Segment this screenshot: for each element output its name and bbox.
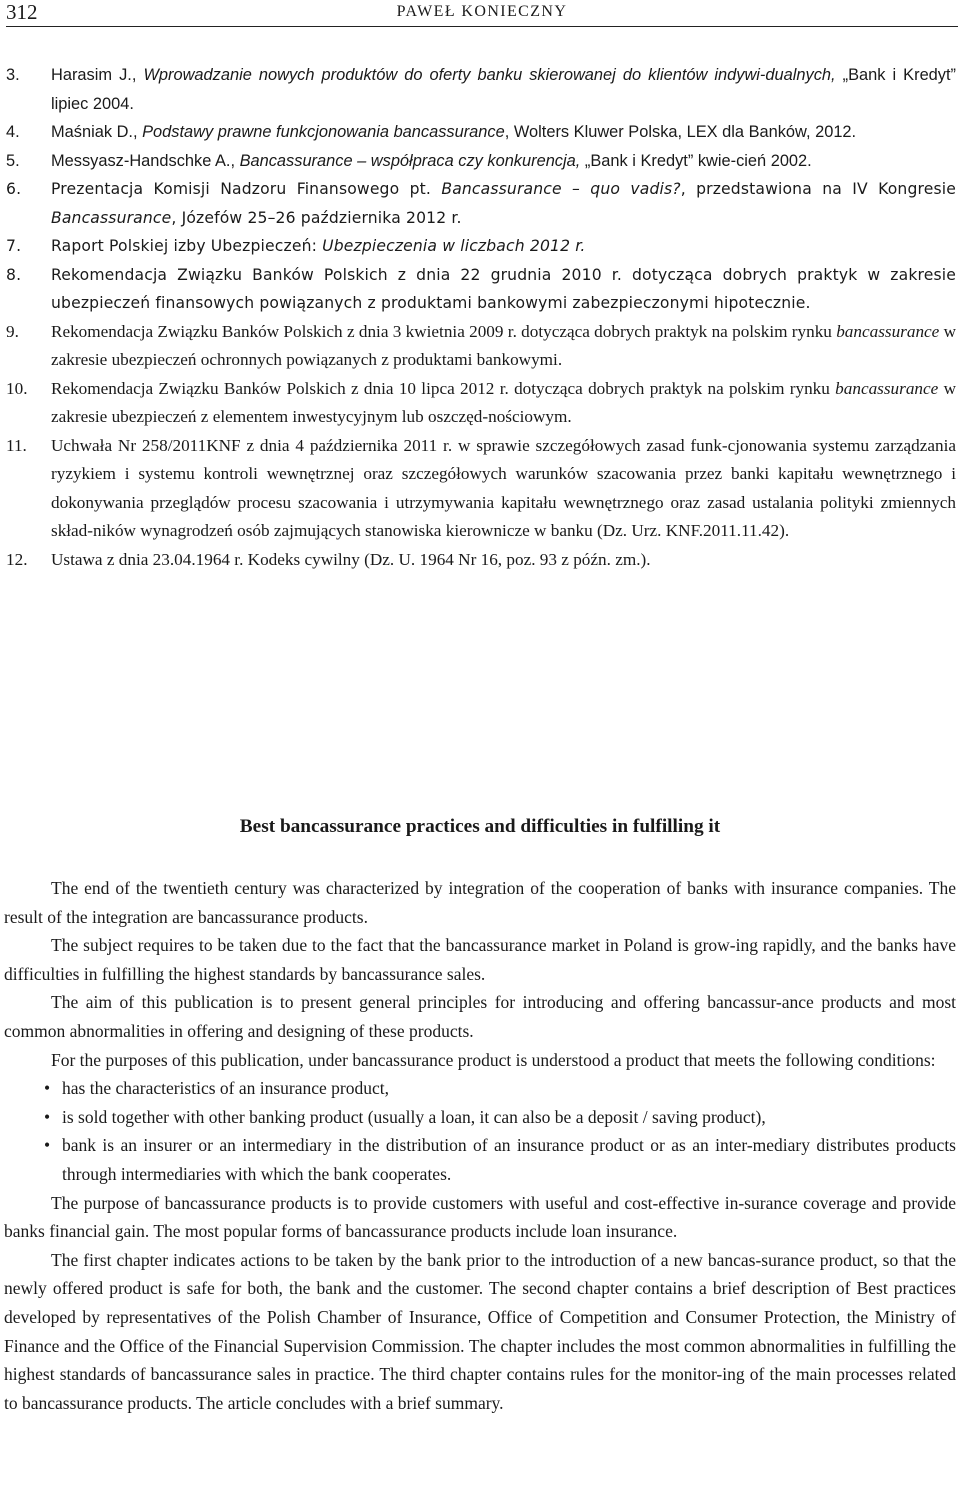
- summary-paragraph: The aim of this publication is to present general principles for introducing and offering bancassur-ance products and most common abnormalities in offering and designing of these products.: [4, 992, 956, 1041]
- list-item: [44, 1131, 956, 1188]
- list-item-text: is sold together with other banking product (usually a loan, it can also be a deposit / saving product),: [62, 1106, 766, 1127]
- reference-number: 3.: [6, 66, 20, 84]
- reference-number: 5.: [6, 151, 20, 170]
- reference-list: [6, 61, 956, 574]
- reference-item: [6, 118, 956, 147]
- reference-text: „Bank i Kredyt” lipiec 2004.: [51, 66, 957, 113]
- summary-body: [4, 874, 956, 1417]
- reference-title-italic: Podstawy prawne funkcjonowania bancassurance: [142, 123, 505, 141]
- reference-number: 10.: [6, 378, 28, 398]
- reference-item: [6, 318, 956, 375]
- reference-text: Maśniak D.,: [51, 123, 143, 141]
- running-head-author: PAWEŁ KONIECZNY: [396, 3, 568, 20]
- bullet-icon: •: [44, 1078, 51, 1099]
- reference-text: „Bank i Kredyt” kwie-cień 2002.: [580, 151, 812, 170]
- page-number: 312: [6, 0, 38, 24]
- summary-paragraphs-intro: [4, 874, 956, 1074]
- summary-paragraph: The purpose of bancassurance products is to provide customers with useful and cost-effective in-surance coverage and provide banks financial gain. The most popular forms of bancassurance products include loan insurance.: [4, 1192, 956, 1242]
- reference-title-italic: Bancassurance – współpraca czy konkurencja,: [239, 151, 581, 170]
- reference-number: 6.: [6, 180, 22, 198]
- reference-text: , Wolters Kluwer Polska, LEX dla Banków, 2012.: [504, 123, 857, 141]
- reference-title-italic: Bancassurance – quo vadis?: [441, 180, 681, 198]
- reference-text: Uchwała Nr 258/2011KNF z dnia 4 października 2011 r. w sprawie szczegółowych zasad funk-cjonowania systemu zarządzania ryzykiem i systemu kontroli wewnętrznej oraz szczegółowych warunków szacowania przez banki kapitału wewnętrznego i dokonywania przeglądów procesu szacowania i utrzymywania kapitału wewnętrznego oraz zasad ustalania polityki zmiennych skład-ników wynagrodzeń osób zajmujących stanowiska kierownicze w banku (Dz. Urz. KNF.2011.11.42).: [51, 435, 956, 540]
- reference-text: Rekomendacja Związku Banków Polskich z dnia 3 kwietnia 2009 r. dotycząca dobrych praktyk na polskim rynku: [51, 321, 837, 341]
- reference-title-italic: Ubezpieczenia w liczbach 2012 r.: [322, 237, 586, 255]
- reference-text: Messyasz-Handschke A.,: [51, 151, 240, 170]
- reference-title-italic: bancassurance: [835, 378, 939, 398]
- reference-number: 12.: [6, 549, 28, 569]
- reference-text: Rekomendacja Związku Banków Polskich z dnia 22 grudnia 2010 r. dotycząca dobrych praktyk w zakresie ubezpieczeń finansowych powiązanych z produktami bankowymi zabezpieczonymi hipotecznie.: [51, 265, 956, 312]
- reference-text: , Józefów 25–26 października 2012 r.: [171, 208, 462, 227]
- reference-text: Harasim J.,: [51, 66, 144, 84]
- reference-text: w zakresie ubezpieczeń z elementem inwestycyjnym lub oszczęd-nościowym.: [51, 378, 956, 426]
- reference-text: , przedstawiona na IV Kongresie: [680, 180, 956, 198]
- reference-title-italic: Wprowadzanie nowych produktów do oferty banku skierowanej do klientów indywi-dualnych,: [143, 66, 836, 84]
- reference-text: Raport Polskiej izby Ubezpieczeń:: [51, 237, 323, 255]
- summary-paragraphs-closing: [4, 1189, 956, 1418]
- reference-text: Prezentacja Komisji Nadzoru Finansowego pt.: [51, 180, 442, 198]
- summary-paragraph: The end of the twentieth century was characterized by integration of the cooperation of banks with insurance companies. The result of the integration are bancassurance products.: [4, 878, 956, 927]
- reference-number: 9.: [6, 321, 19, 341]
- reference-item: [6, 232, 956, 261]
- list-item-text: bank is an insurer or an intermediary in the distribution of an insurance product or as an inter-mediary distributes products through intermediaries with which the bank cooperates.: [62, 1135, 956, 1184]
- list-item-text: has the characteristics of an insurance product,: [62, 1078, 390, 1099]
- conditions-list: [4, 1074, 956, 1188]
- reference-item: [6, 546, 956, 575]
- reference-number: 7.: [6, 237, 22, 255]
- reference-item: [6, 147, 956, 176]
- summary-title: Best bancassurance practices and difficulties in fulfilling it: [239, 816, 721, 837]
- reference-item: [6, 375, 956, 432]
- reference-text: Rekomendacja Związku Banków Polskich z dnia 10 lipca 2012 r. dotycząca dobrych praktyk na polskim rynku: [51, 378, 836, 398]
- reference-number: 8.: [6, 265, 22, 284]
- summary-paragraph: The subject requires to be taken due to the fact that the bancassurance market in Poland is grow-ing rapidly, and the banks have difficulties in fulfilling the highest standards by bancassurance sales.: [4, 935, 956, 984]
- reference-title-italic: Bancassurance: [51, 208, 172, 227]
- reference-text: Ustawa z dnia 23.04.1964 r. Kodeks cywilny (Dz. U. 1964 Nr 16, poz. 93 z późn. zm.).: [51, 549, 651, 569]
- summary-paragraph: For the purposes of this publication, under bancassurance product is understood a product that meets the following conditions:: [51, 1049, 936, 1070]
- reference-number: 11.: [6, 435, 27, 455]
- summary-paragraph: The first chapter indicates actions to be taken by the bank prior to the introduction of a new bancas-surance product, so that the newly offered product is safe for both, the bank and the customer. The second chapter contains a brief description of Best practices developed by representatives of the Polish Chamber of Insurance, Office of Competition and Consumer Protection, the Ministry of Finance and the Office of the Financial Supervision Commission. The chapter includes the most common abnormalities in fulfilling the highest standards of bancassurance sales in practice. The third chapter contains rules for the monitor-ing of the main processes related to bancassurance products. The article concludes with a brief summary.: [4, 1249, 956, 1413]
- reference-item: [6, 432, 956, 546]
- page-header: [6, 0, 958, 27]
- bullet-icon: •: [44, 1106, 51, 1127]
- reference-item: [6, 175, 956, 232]
- reference-title-italic: bancassurance: [836, 321, 940, 341]
- reference-text: w zakresie ubezpieczeń ochronnych powiązanych z produktami bankowymi.: [51, 321, 957, 369]
- reference-item: [6, 61, 956, 118]
- list-item: [44, 1103, 956, 1132]
- reference-item: [6, 261, 956, 318]
- reference-number: 4.: [6, 123, 20, 141]
- bullet-icon: •: [44, 1135, 51, 1156]
- list-item: [44, 1074, 956, 1103]
